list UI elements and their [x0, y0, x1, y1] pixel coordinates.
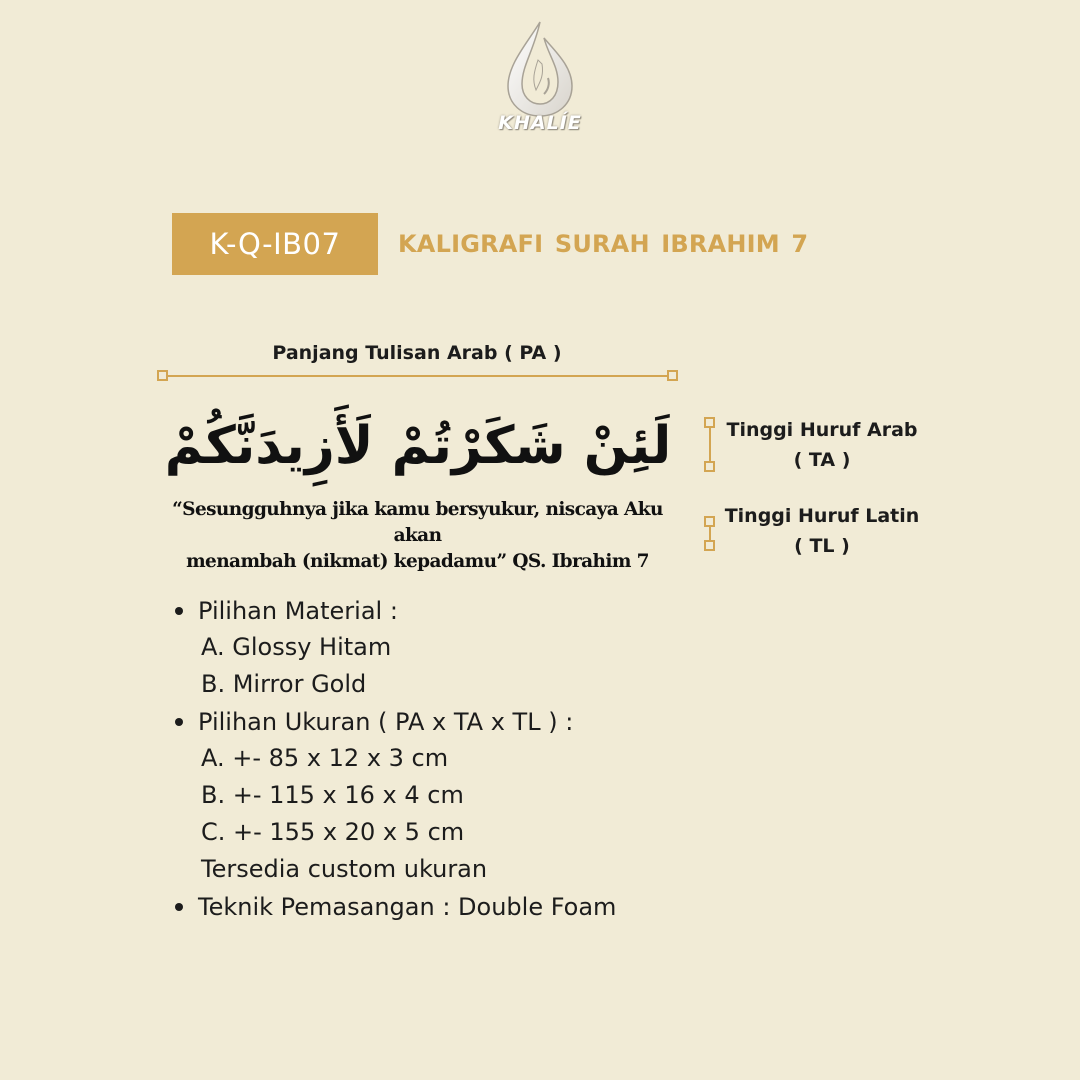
- arabic-calligraphy: لَئِنْ شَكَرْتُمْ لَأَزِيدَنَّكُمْ: [164, 416, 672, 476]
- install-heading: Teknik Pemasangan : Double Foam: [198, 892, 617, 921]
- pa-marker-left-icon: [157, 370, 168, 381]
- ta-marker-bottom-icon: [704, 461, 715, 472]
- ta-label-line1: Tinggi Huruf Arab: [726, 419, 918, 441]
- ta-label-line2: ( TA ): [793, 449, 851, 471]
- brand-name: KHALÍE: [498, 112, 582, 134]
- size-option: C. +- 155 x 20 x 5 cm: [201, 818, 465, 846]
- pa-label: Panjang Tulisan Arab ( PA ): [272, 342, 562, 364]
- material-option: A. Glossy Hitam: [201, 633, 392, 661]
- pa-dimension-line: [163, 375, 673, 377]
- translation-text: [150, 497, 685, 575]
- pa-marker-right-icon: [667, 370, 678, 381]
- spec-size: [172, 703, 872, 740]
- tl-label: [722, 501, 922, 561]
- custom-size-note: Tersedia custom ukuran: [201, 855, 488, 883]
- bullet-dot-icon: [175, 903, 183, 911]
- tl-label-line2: ( TL ): [794, 535, 850, 557]
- bullet-dot-icon: [175, 607, 183, 615]
- spec-list: [172, 592, 872, 925]
- product-code-badge: K-Q-IB07: [172, 213, 378, 275]
- size-heading: Pilihan Ukuran ( PA x TA x TL ) :: [198, 707, 574, 736]
- ta-marker-top-icon: [704, 417, 715, 428]
- size-option: B. +- 115 x 16 x 4 cm: [201, 781, 464, 809]
- tl-label-line1: Tinggi Huruf Latin: [724, 505, 920, 527]
- product-title: KALIGRAFI SURAH IBRAHIM 7: [398, 230, 809, 258]
- translation-line1: “Sesungguhnya jika kamu bersyukur, niscaya Aku akan: [172, 499, 663, 546]
- material-heading: Pilihan Material :: [198, 596, 398, 625]
- material-option: B. Mirror Gold: [201, 670, 367, 698]
- ta-label: [722, 415, 922, 475]
- tl-marker-top-icon: [704, 516, 715, 527]
- spec-installation: [172, 888, 872, 925]
- size-option: A. +- 85 x 12 x 3 cm: [201, 744, 449, 772]
- spec-material: [172, 592, 872, 629]
- bullet-dot-icon: [175, 718, 183, 726]
- translation-line2: menambah (nikmat) kepadamu” QS. Ibrahim 7: [186, 551, 649, 572]
- tl-marker-bottom-icon: [704, 540, 715, 551]
